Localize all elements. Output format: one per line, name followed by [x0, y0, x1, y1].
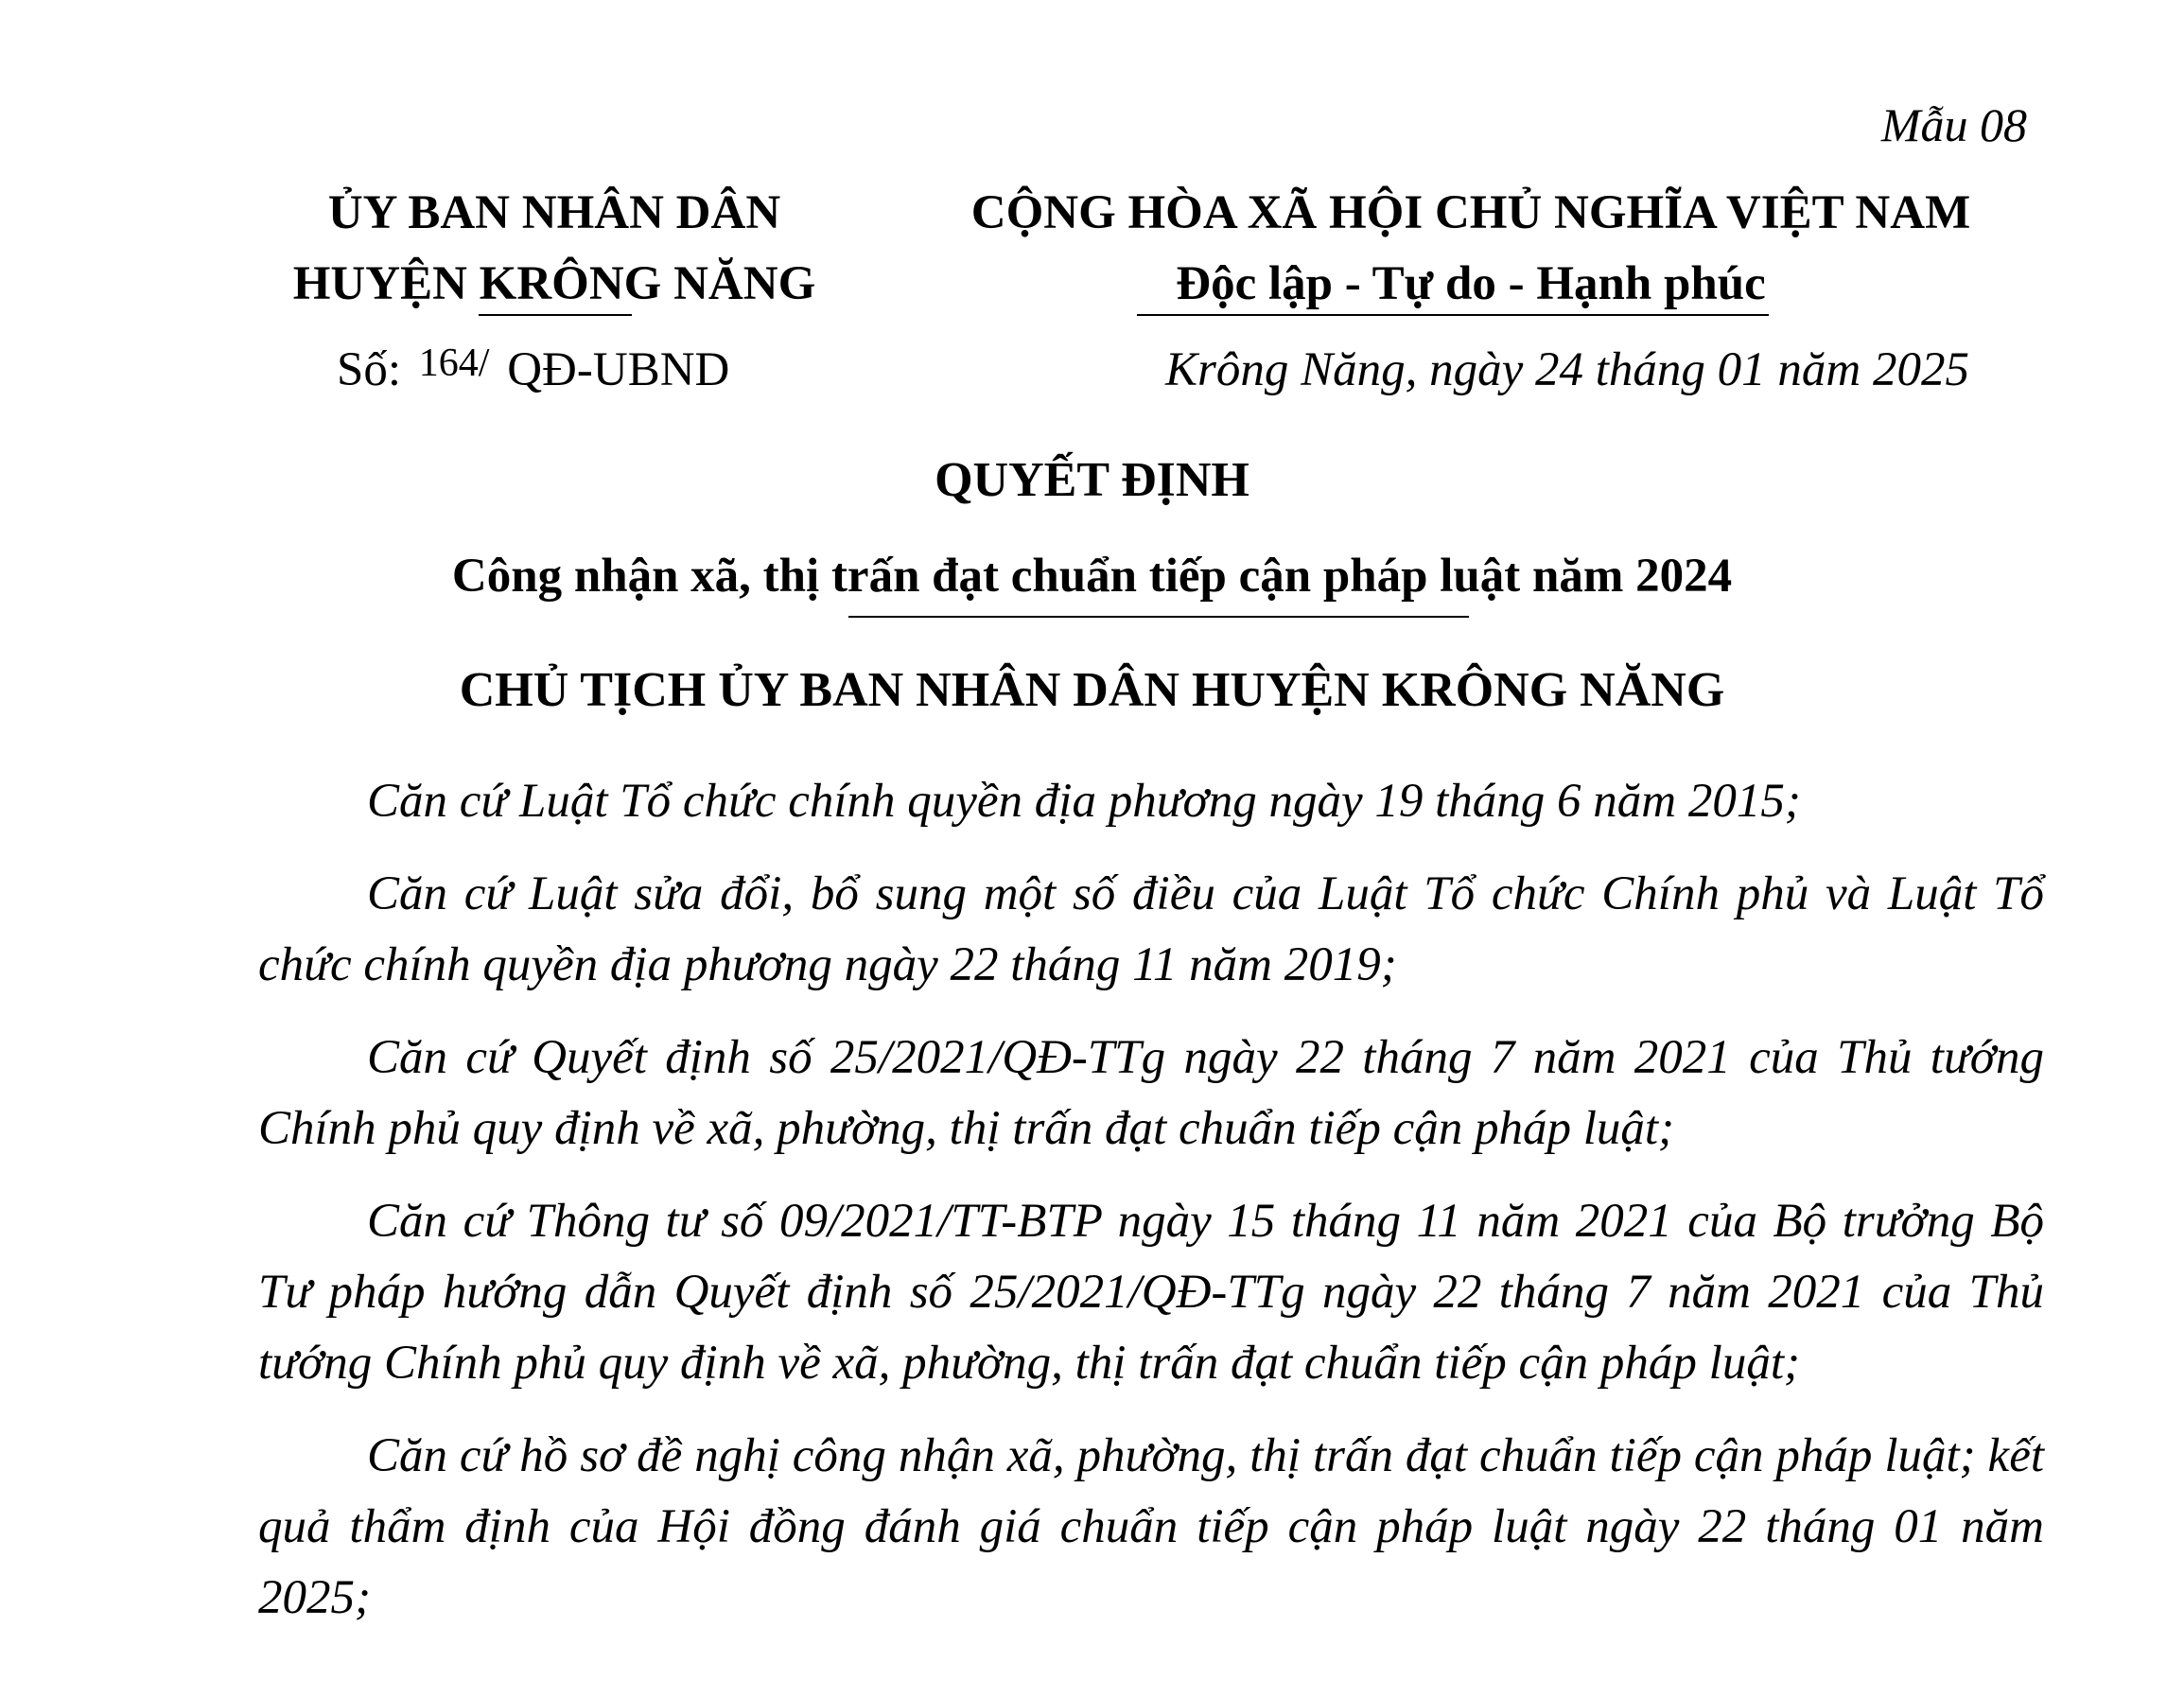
- document-number-suffix: QĐ-UBND: [507, 343, 730, 396]
- issuer-line-2: HUYỆN KRÔNG NĂNG: [292, 257, 816, 310]
- national-motto: Độc lập - Tự do - Hạnh phúc: [1176, 257, 1766, 310]
- national-header: [922, 178, 2019, 320]
- national-title: CỘNG HÒA XÃ HỘI CHỦ NGHĨA VIỆT NAM: [970, 186, 1971, 239]
- issuer-line-1: ỦY BAN NHÂN DÂN: [327, 186, 781, 239]
- form-number: Mẫu 08: [1880, 98, 2027, 151]
- legal-bases: [258, 766, 2044, 1655]
- legal-basis-paragraph: Căn cứ Quyết định số 25/2021/QĐ-TTg ngày 22 tháng 7 năm 2021 của Thủ tướng Chính phủ quy định về xã, phường, thị trấn đạt chuẩn tiếp cận pháp luật;: [258, 1031, 2044, 1155]
- legal-basis-paragraph: Căn cứ Luật sửa đổi, bổ sung một số điều của Luật Tổ chức Chính phủ và Luật Tổ chức chính quyền địa phương ngày 22 tháng 11 năm 2019;: [258, 867, 2044, 991]
- motto-underline: [1137, 314, 1769, 316]
- document-number-value: 164/: [418, 341, 490, 385]
- document-number-prefix: Số:: [337, 343, 402, 396]
- subject-underline: [848, 616, 1469, 618]
- legal-basis-paragraph: Căn cứ Thông tư số 09/2021/TT-BTP ngày 15 tháng 11 năm 2021 của Bộ trưởng Bộ Tư pháp hướng dẫn Quyết định số 25/2021/QĐ-TTg ngày 22 tháng 7 năm 2021 của Thủ tướng Chính phủ quy định về xã, phường, thị trấn đạt chuẩn tiếp cận pháp luật;: [258, 1195, 2044, 1390]
- issuer-header: [223, 178, 885, 320]
- place-and-date: Krông Năng, ngày 24 tháng 01 năm 2025: [1165, 343, 1970, 396]
- legal-basis-paragraph: Căn cứ hồ sơ đề nghị công nhận xã, phường, thị trấn đạt chuẩn tiếp cận pháp luật; kết quả thẩm định của Hội đồng đánh giá chuẩn tiếp cận pháp luật ngày 22 tháng 01 năm 2025;: [258, 1429, 2044, 1624]
- document-type-title: QUYẾT ĐỊNH: [935, 453, 1249, 507]
- document-subject: Công nhận xã, thị trấn đạt chuẩn tiếp cận pháp luật năm 2024: [451, 550, 1733, 603]
- issuer-underline: [479, 314, 632, 316]
- signer-title: CHỦ TỊCH ỦY BAN NHÂN DÂN HUYỆN KRÔNG NĂNG: [459, 663, 1725, 717]
- document-number: [337, 342, 729, 397]
- legal-basis-paragraph: Căn cứ Luật Tổ chức chính quyền địa phương ngày 19 tháng 6 năm 2015;: [367, 775, 1801, 828]
